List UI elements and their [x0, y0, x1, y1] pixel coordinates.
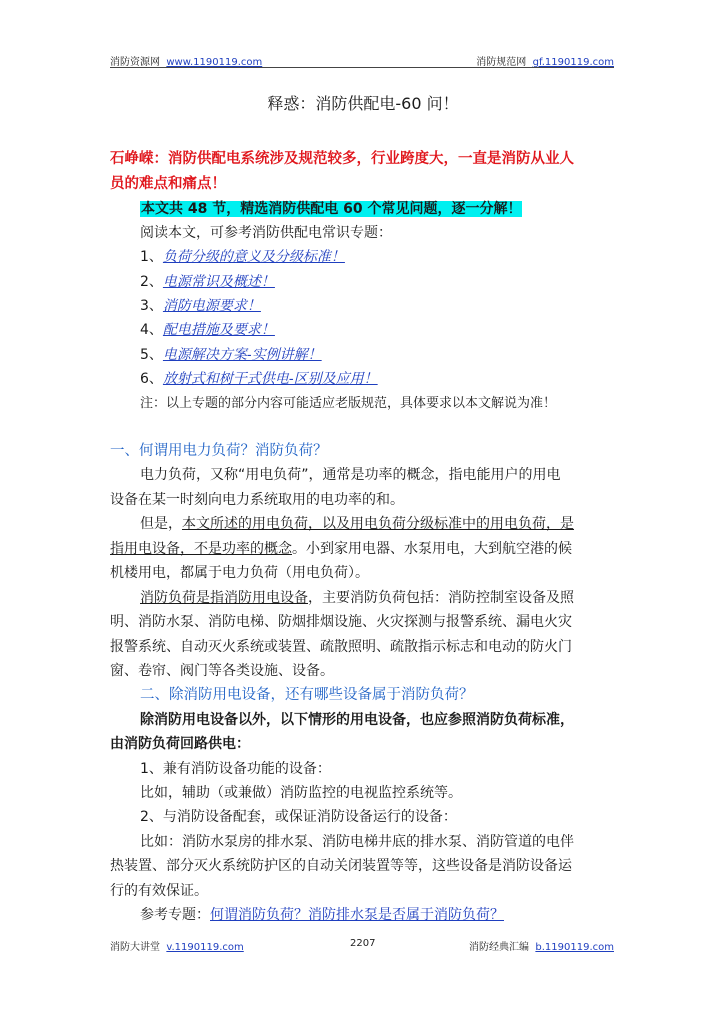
paragraph-line: 窗、卷帘、阀门等各类设施、设备。 [110, 663, 334, 679]
footer-right-label: 消防经典汇编 [469, 942, 530, 953]
topic-item [140, 247, 345, 267]
topic-note: 注：以上专题的部分内容可能适应老版规范，具体要求以本文解说为准！ [140, 396, 557, 411]
underlined-text: 消防负荷是指消防用电设备 [140, 590, 308, 606]
reference-line [140, 905, 504, 925]
header-right-link[interactable]: gf.1190119.com [532, 57, 614, 68]
highlight-text: 本文共 48 节，精选消防供配电 60 个常见问题，逐一分解！ [141, 201, 522, 217]
underlined-text: 本文所述的用电负荷，以及用电负荷分级标准中的用电负荷，是 [182, 516, 574, 532]
topic-link[interactable]: 电源常识及概述！ [162, 274, 275, 290]
header-left [110, 53, 262, 68]
topic-item [140, 369, 378, 389]
paragraph-line: 由消防负荷回路供电： [110, 736, 250, 752]
topic-number: 2、 [140, 274, 163, 290]
reference-label: 参考专题： [140, 907, 210, 923]
paragraph-line [110, 539, 572, 559]
topic-item [140, 296, 261, 316]
reference-link[interactable]: 何谓消防负荷？消防排水泵是否属于消防负荷？ [210, 907, 504, 923]
paragraph-line: 明、消防水泵、消防电梯、防烟排烟设施、火灾探测与报警系统、漏电火灾 [110, 614, 572, 630]
topic-number: 1、 [140, 249, 163, 265]
footer-right-link[interactable]: b.1190119.com [535, 942, 614, 953]
header-left-link[interactable]: www.1190119.com [166, 57, 263, 68]
topic-link[interactable]: 电源解决方案-实例讲解！ [162, 347, 322, 363]
reading-hint: 阅读本文，可参考消防供配电常识专题： [140, 225, 392, 241]
page-footer [110, 938, 614, 952]
underlined-text: 指用电设备，不是功率的概念 [110, 541, 292, 557]
topic-number: 6、 [140, 371, 163, 387]
paragraph-line: 行的有效保证。 [110, 883, 208, 899]
paragraph-line [140, 514, 574, 534]
footer-right [469, 938, 614, 953]
paragraph-line: 机楼用电，都属于电力负荷（用电负荷）。 [110, 565, 369, 581]
paragraph-line [140, 588, 574, 608]
footer-left-label: 消防大讲堂 [110, 942, 160, 953]
paragraph-line: 比如：消防水泵房的排水泵、消防电梯井底的排水泵、消防管道的电伴 [140, 834, 574, 850]
text-span: ，主要消防负荷包括：消防控制室设备及照 [308, 590, 574, 606]
header-right-label: 消防规范网 [476, 57, 527, 68]
paragraph-line: 热装置、部分灭火系统防护区的自动关闭装置等等，这些设备是消防设备运 [110, 858, 572, 874]
section-2-heading: 二、除消防用电设备，还有哪些设备属于消防负荷？ [140, 687, 474, 703]
highlight-line [140, 199, 522, 219]
paragraph-line: 报警系统、自动灭火系统或装置、疏散照明、疏散指示标志和电动的防火门 [110, 639, 572, 655]
paragraph-line: 比如，辅助（或兼做）消防监控的电视监控系统等。 [140, 785, 462, 801]
intro-line-1: 石峥嵘：消防供配电系统涉及规范较多，行业跨度大，一直是消防从业人 [110, 151, 574, 167]
topic-item [140, 272, 275, 292]
page-header [110, 53, 614, 68]
header-right [476, 53, 614, 68]
paragraph-line: 设备在某一时刻向电力系统取用的电功率的和。 [110, 492, 404, 508]
header-left-label: 消防资源网 [110, 57, 160, 68]
page-number: 2207 [350, 938, 376, 949]
text-span: 。小到家用电器、水泵用电，大到航空港的候 [292, 541, 572, 557]
footer-left-link[interactable]: v.1190119.com [166, 942, 244, 953]
topic-link[interactable]: 配电措施及要求！ [162, 322, 275, 338]
paragraph-line: 除消防用电设备以外，以下情形的用电设备，也应参照消防负荷标准， [140, 712, 574, 728]
topic-link[interactable]: 负荷分级的意义及分级标准！ [162, 249, 345, 265]
intro-line-2: 员的难点和痛点！ [110, 176, 226, 192]
topic-number: 5、 [140, 347, 163, 363]
list-item: 1、兼有消防设备功能的设备： [140, 761, 331, 777]
topic-link[interactable]: 放射式和树干式供电-区别及应用！ [162, 371, 378, 387]
topic-item [140, 320, 275, 340]
topic-item [140, 345, 322, 365]
footer-left [110, 938, 244, 953]
topic-number: 3、 [140, 298, 163, 314]
paragraph-line: 电力负荷，又称“用电负荷”，通常是功率的概念，指电能用户的用电 [140, 467, 561, 483]
list-item: 2、与消防设备配套，或保证消防设备运行的设备： [140, 809, 457, 825]
page-title: 释惑：消防供配电-60 问！ [267, 94, 459, 113]
topic-link[interactable]: 消防电源要求！ [162, 298, 261, 314]
text-span: 但是， [140, 516, 182, 532]
topic-number: 4、 [140, 322, 163, 338]
section-1-heading: 一、何谓用电力负荷？消防负荷？ [110, 443, 328, 459]
